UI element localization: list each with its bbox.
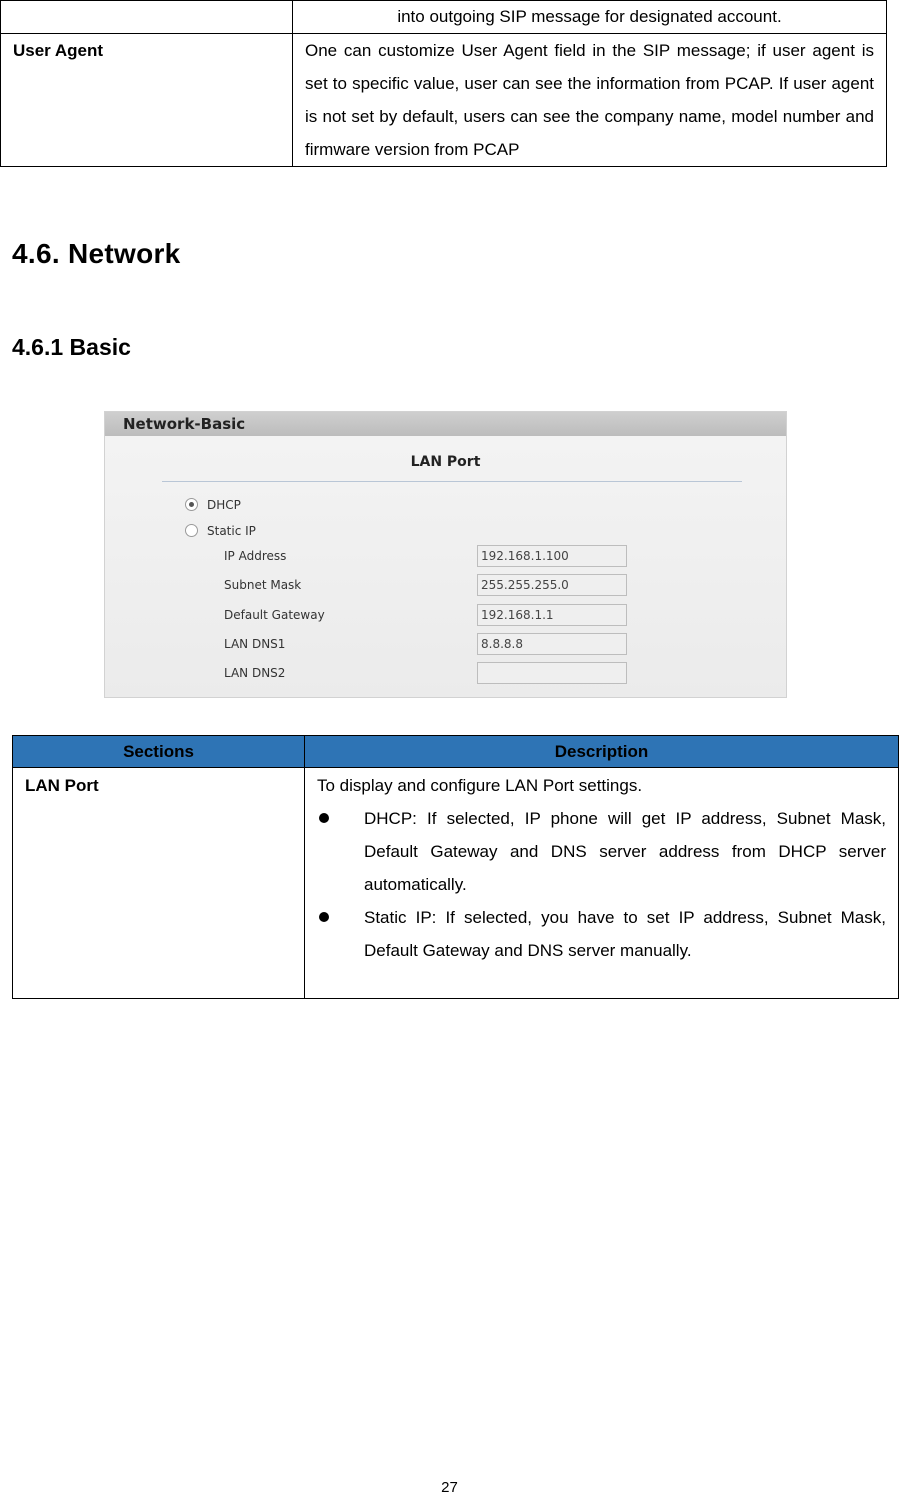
lan-dns1-label: LAN DNS1 (224, 637, 286, 651)
bullet-list (317, 802, 886, 967)
default-gateway-input[interactable]: 192.168.1.1 (477, 604, 627, 626)
ip-address-label: IP Address (224, 549, 287, 563)
row-description-user-agent: One can customize User Agent field in the SIP message; if user agent is set to specific value, user can see the information from PCAP. If user agent is not set by default, users can see the company name, model number and firmware version from PCAP (293, 34, 887, 167)
row-label-lan-port: LAN Port (13, 768, 305, 999)
description-intro: To display and configure LAN Port settings. (317, 776, 643, 795)
radio-label-dhcp: DHCP (207, 498, 241, 512)
lan-dns1-input[interactable]: 8.8.8.8 (477, 633, 627, 655)
lan-dns2-input[interactable] (477, 662, 627, 684)
bullet-text-static-ip: Static IP: If selected, you have to set IP address, Subnet Mask, Default Gateway and DNS server manually. (364, 908, 886, 960)
default-gateway-label: Default Gateway (224, 608, 325, 622)
radio-static-ip[interactable] (185, 523, 256, 539)
subnet-mask-input[interactable]: 255.255.255.0 (477, 574, 627, 596)
table-row (1, 1, 887, 34)
title-divider (162, 481, 742, 482)
user-agent-table (0, 0, 887, 167)
network-basic-screenshot (104, 411, 787, 698)
section-heading: 4.6. Network (12, 238, 181, 269)
subsection-heading: 4.6.1 Basic (12, 334, 131, 360)
header-description: Description (305, 736, 899, 768)
bullet-item-static-ip (317, 901, 886, 967)
bullet-item-dhcp (317, 802, 886, 901)
radio-unselected-icon[interactable] (185, 524, 198, 537)
header-sections: Sections (13, 736, 305, 768)
radio-selected-icon[interactable] (185, 498, 198, 511)
row-description-lan-port (305, 768, 899, 999)
page-number: 27 (441, 1479, 458, 1496)
row-label-user-agent: User Agent (1, 34, 293, 167)
sections-description-table (12, 735, 899, 999)
radio-dhcp[interactable] (185, 497, 241, 513)
continuation-text: into outgoing SIP message for designated account. (293, 1, 887, 34)
table-cell-empty (1, 1, 293, 34)
table-header-row (13, 736, 899, 768)
table-row (13, 768, 899, 999)
table-row (1, 34, 887, 167)
bullet-icon (319, 912, 329, 922)
ip-address-input[interactable]: 192.168.1.100 (477, 545, 627, 567)
subnet-mask-label: Subnet Mask (224, 578, 302, 592)
lan-dns2-label: LAN DNS2 (224, 666, 286, 680)
panel-title: LAN Port (410, 454, 481, 470)
radio-label-static-ip: Static IP (207, 524, 256, 538)
bullet-icon (319, 813, 329, 823)
panel-header: Network-Basic (105, 412, 786, 436)
bullet-text-dhcp: DHCP: If selected, IP phone will get IP address, Subnet Mask, Default Gateway and DNS server address from DHCP server automatically. (364, 809, 886, 894)
